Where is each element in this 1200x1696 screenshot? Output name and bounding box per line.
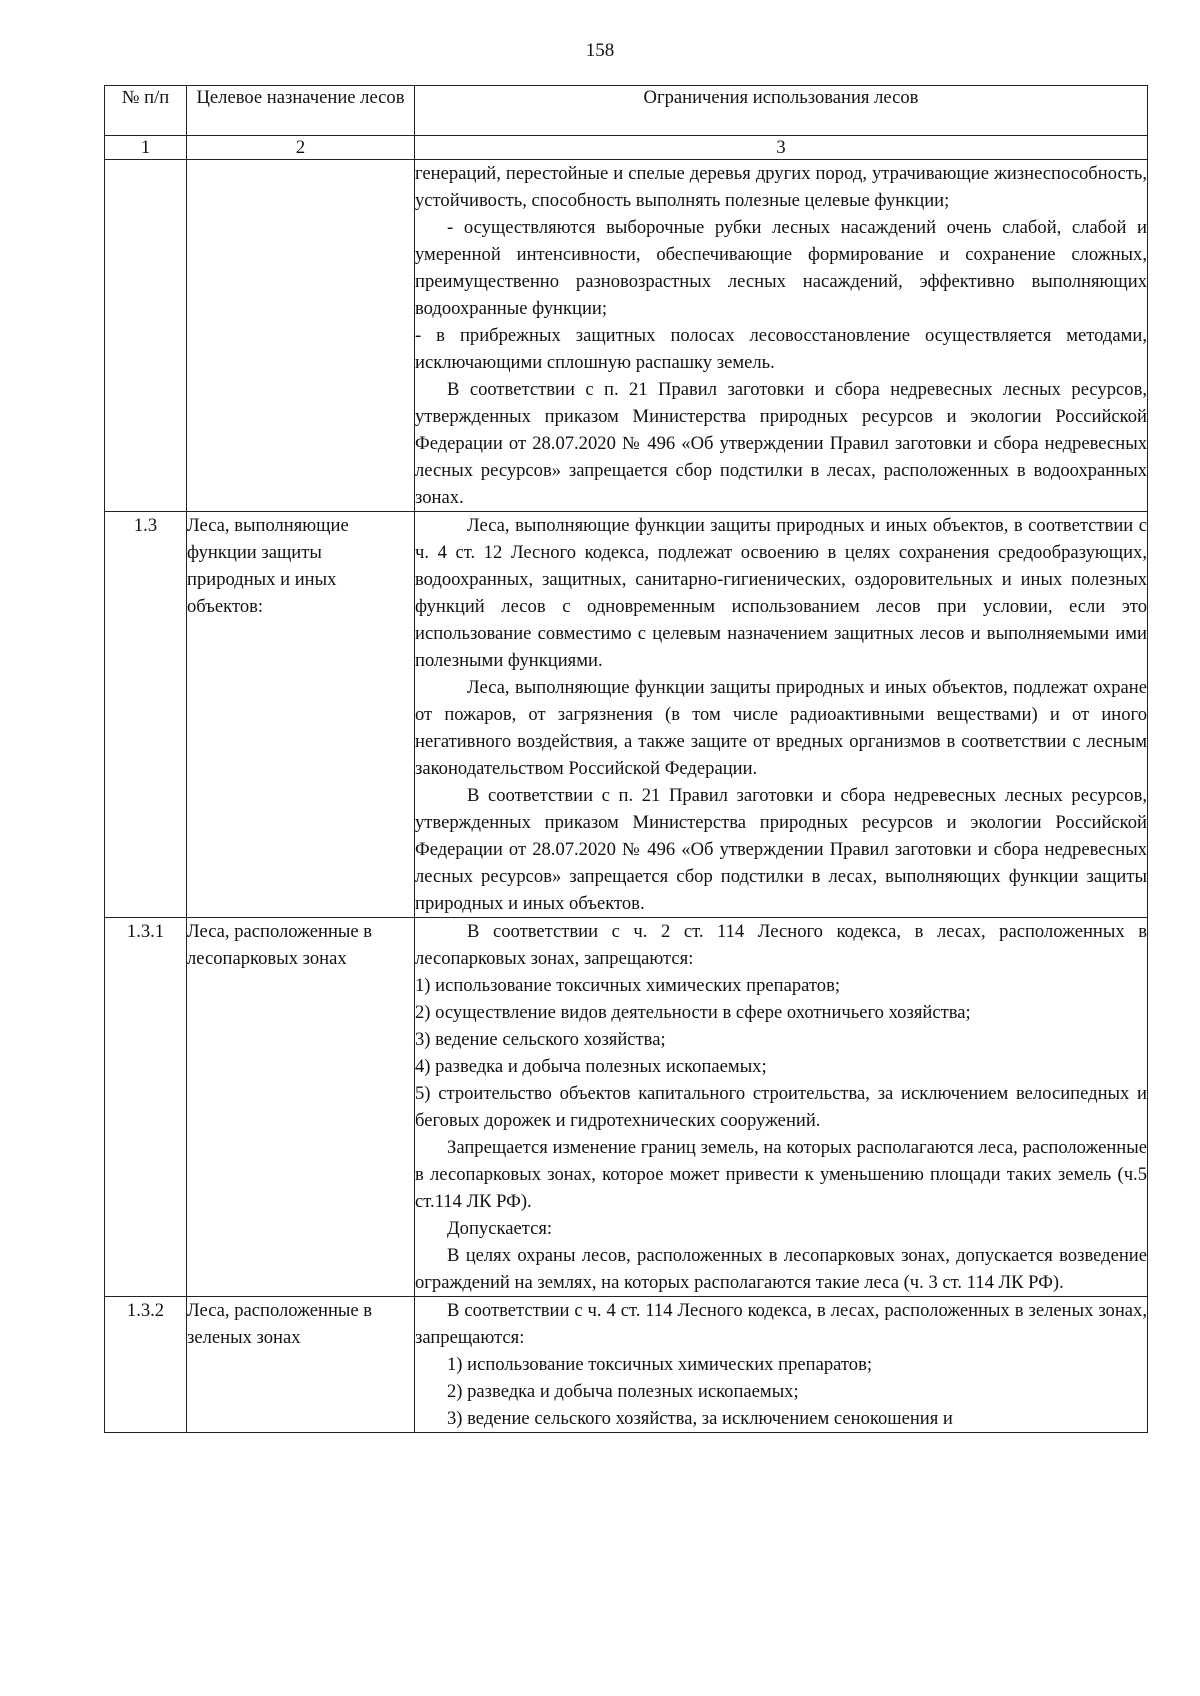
- restriction-paragraph: генераций, перестойные и спелые деревья других пород, утрачивающие жизнеспособность, устойчивость, способность выполнять полезные целевые функции;: [415, 163, 1147, 211]
- restriction-paragraph: - в прибрежных защитных полосах лесовосстановление осуществляется методами, исключающими сплошную распашку земель.: [415, 325, 1147, 373]
- restriction-paragraph: Допускается:: [447, 1218, 553, 1239]
- restriction-paragraph: В соответствии с ч. 2 ст. 114 Лесного кодекса, в лесах, расположенных в лесопарковых зонах, запрещаются:: [415, 921, 1147, 969]
- table-row: [105, 160, 1148, 512]
- column-number: 3: [415, 136, 1148, 160]
- restriction-list-item: 3) ведение сельского хозяйства;: [415, 1029, 666, 1050]
- column-numbers-row: [105, 136, 1148, 160]
- restriction-list-item: 1) использование токсичных химических препаратов;: [415, 975, 841, 996]
- row-restrictions: [415, 512, 1148, 918]
- table-row: [105, 918, 1148, 1297]
- restriction-paragraph: В соответствии с п. 21 Правил заготовки и сбора недревесных лесных ресурсов, утвержденных приказом Министерства природных ресурсов и экологии Российской Федерации от 28.07.2020 № 496 «Об утверждении Правил заготовки и сбора недревесных лесных ресурсов» запрещается сбор подстилки в лесах, расположенных в водоохранных зонах.: [415, 379, 1147, 508]
- header-purpose: Целевое назначение лесов: [187, 86, 415, 136]
- row-restrictions: [415, 160, 1148, 512]
- restriction-list-item: 2) осуществление видов деятельности в сфере охотничьего хозяйства;: [415, 1002, 971, 1023]
- row-purpose: Леса, выполняющие функции защиты природных и иных объектов:: [187, 512, 415, 918]
- restriction-paragraph: Запрещается изменение границ земель, на которых располагаются леса, расположенные в лесопарковых зонах, которое может привести к уменьшению площади таких земель (ч.5 ст.114 ЛК РФ).: [415, 1137, 1147, 1212]
- column-number: 1: [105, 136, 187, 160]
- forest-restrictions-table: [104, 85, 1148, 1433]
- row-number: 1.3: [105, 512, 187, 918]
- column-number: 2: [187, 136, 415, 160]
- restriction-list-item: 4) разведка и добыча полезных ископаемых;: [415, 1056, 767, 1077]
- table-row: [105, 512, 1148, 918]
- restriction-list-item: 5) строительство объектов капитального строительства, за исключением велосипедных и беговых дорожек и гидротехнических сооружений.: [415, 1083, 1147, 1131]
- row-restrictions: [415, 1297, 1148, 1433]
- table-row: [105, 1297, 1148, 1433]
- row-number: 1.3.1: [105, 918, 187, 1297]
- row-number: 1.3.2: [105, 1297, 187, 1433]
- restriction-paragraph: Леса, выполняющие функции защиты природных и иных объектов, подлежат охране от пожаров, от загрязнения (в том числе радиоактивными веществами) и от иного негативного воздействия, а также защите от вредных организмов в соответствии с лесным законодательством Российской Федерации.: [415, 677, 1147, 779]
- restriction-list-item: 1) использование токсичных химических препаратов;: [447, 1354, 873, 1375]
- table-header-row: [105, 86, 1148, 136]
- restriction-list-item: 3) ведение сельского хозяйства, за исключением сенокошения и: [447, 1408, 953, 1429]
- row-restrictions: [415, 918, 1148, 1297]
- header-restrictions: Ограничения использования лесов: [415, 86, 1148, 136]
- row-purpose: [187, 160, 415, 512]
- restriction-paragraph: В соответствии с п. 21 Правил заготовки и сбора недревесных лесных ресурсов, утвержденных приказом Министерства природных ресурсов и экологии Российской Федерации от 28.07.2020 № 496 «Об утверждении Правил заготовки и сбора недревесных лесных ресурсов» запрещается сбор подстилки в лесах, выполняющих функции защиты природных и иных объектов.: [415, 785, 1147, 914]
- restriction-list-item: 2) разведка и добыча полезных ископаемых;: [447, 1381, 799, 1402]
- restriction-paragraph: Леса, выполняющие функции защиты природных и иных объектов, в соответствии с ч. 4 ст. 12 Лесного кодекса, подлежат освоению в целях сохранения средообразующих, водоохранных, защитных, санитарно-гигиенических, оздоровительных и иных полезных функций лесов с одновременным использованием лесов при условии, если это использование совместимо с целевым назначением защитных лесов и выполняемыми ими полезными функциями.: [415, 515, 1147, 671]
- row-purpose: Леса, расположенные в зеленых зонах: [187, 1297, 415, 1433]
- restriction-paragraph: - осуществляются выборочные рубки лесных насаждений очень слабой, слабой и умеренной интенсивности, обеспечивающие формирование и сохранение сложных, преимущественно разновозрастных лесных насаждений, эффективно выполняющих водоохранные функции;: [415, 217, 1147, 319]
- row-number: [105, 160, 187, 512]
- header-num: № п/п: [105, 86, 187, 136]
- page-number: 158: [585, 40, 615, 61]
- restriction-paragraph: В целях охраны лесов, расположенных в лесопарковых зонах, допускается возведение ограждений на землях, на которых располагаются такие леса (ч. 3 ст. 114 ЛК РФ).: [415, 1245, 1147, 1293]
- row-purpose: Леса, расположенные в лесопарковых зонах: [187, 918, 415, 1297]
- restriction-paragraph: В соответствии с ч. 4 ст. 114 Лесного кодекса, в лесах, расположенных в зеленых зонах, запрещаются:: [415, 1300, 1147, 1348]
